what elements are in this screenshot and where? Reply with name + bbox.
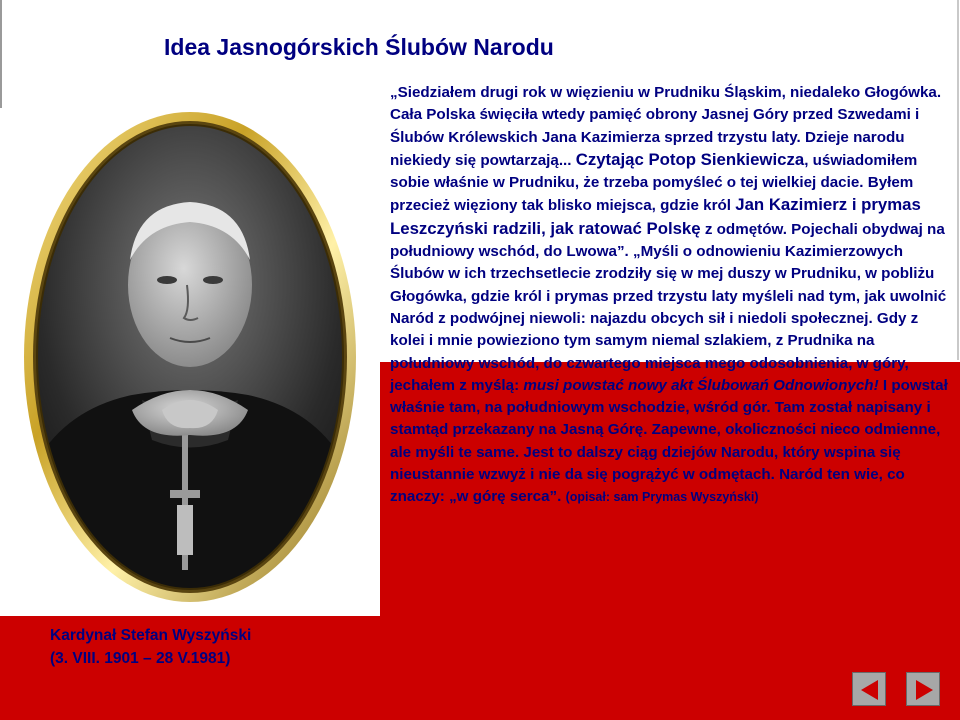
quote-emphasis-kings: Jan Kazimierz i prymas Leszczyński radzili, jak ratować Polskę (390, 195, 921, 238)
quote-continuation: , uświadomiłem sobie właśnie w Prudniku, że trzeba pomyśleć o tej wielkiej dacie. Byłem przecież więziony tak blisko miejsca, gdzie król (390, 151, 918, 215)
quote-emphasis-potop: Czytając Potop Sienkiewicza (575, 149, 805, 169)
previous-slide-button[interactable] (852, 672, 886, 706)
triangle-right-icon (907, 673, 941, 707)
quote-opening: „Siedziałem drugi rok w więzieniu w Prudniku Śląskim, niedaleko Głogówka. Cała Polska święciła wtedy pamięć obrony Jasnej Góry przed Szwedami i Ślubów Królewskich Jana Kazimierza sprzed trzystu laty. Dzieje narodu niekiedy się powtarzają... (390, 84, 942, 169)
quote-italic-vow: musi powstać nowy akt Ślubowań Odnowionych! (523, 376, 879, 394)
portrait-caption (50, 624, 251, 670)
caption-name: Kardynał Stefan Wyszyński (50, 627, 252, 644)
quote-attribution: (opisał: sam Prymas Wyszyński) (565, 490, 759, 505)
next-slide-button[interactable] (906, 672, 940, 706)
right-divider (957, 0, 959, 360)
left-divider (0, 0, 2, 108)
quote-middle: z odmętów. Pojechali obydwaj na południowy wschód, do Lwowa”. „Myśli o odnowieniu Kazimierzowych Ślubów w ich trzechsetlecie zrodziły się w mej duszy w Prudniku, w pobliżu Głogówka, gdzie król i prymas przed trzystu laty myśleli nad tym, jak uwolnić Naród z podwójnej niewoli: najazdu obcych sił i niedoli społecznej. Gdy z kolei i mnie powieziono tym samym niemal szlakiem, z Prudnika na południowy wschód, do czwartego miejsca mego odosobnienia, w góry, jechałem z myślą: (390, 220, 947, 394)
quote-ending: I powstał właśnie tam, na południowym wschodzie, wśród gór. Tam został napisany i stamtąd przekazany na Jasną Górę. Zapewne, okoliczności nieco odmienne, ale myśli te same. Jest to dalszy ciąg dziejów Narodu, który wspina się nieustannie wzwyż i nie da się pogrążyć w odmętach. Naród ten wie, co znaczy: „w górę serca”. (390, 376, 948, 506)
caption-dates: (3. VIII. 1901 – 28 V.1981) (50, 650, 231, 667)
triangle-left-icon (853, 673, 887, 707)
portrait-oval-frame (22, 110, 358, 604)
quote-text (390, 82, 955, 509)
slide-title: Idea Jasnogórskich Ślubów Narodu (164, 34, 554, 60)
